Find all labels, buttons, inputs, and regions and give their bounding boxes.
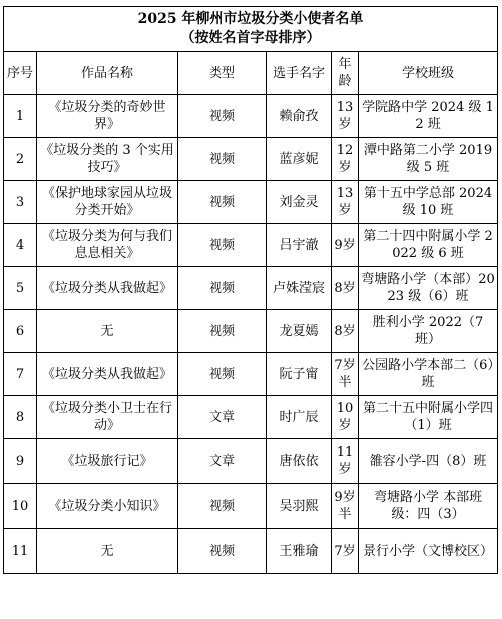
cell-school: 雒容小学-四（8）班: [359, 439, 498, 484]
cell-name: 赖俞孜: [267, 95, 332, 138]
cell-age: 7岁半: [332, 353, 359, 396]
cell-no: 3: [4, 181, 37, 224]
document-title: [4, 7, 498, 52]
cell-age: 8岁: [332, 267, 359, 310]
cell-type: 视频: [178, 310, 267, 353]
cell-no: 5: [4, 267, 37, 310]
title-line-1: 2025 年柳州市垃圾分类小使者名单: [137, 11, 364, 27]
cell-name: 王雅瑜: [267, 529, 332, 574]
cell-age: 12岁: [332, 138, 359, 181]
cell-school: 第二十四中附属小学 2022 级 6 班: [359, 224, 498, 267]
cell-school: 景行小学（文博校区）: [359, 529, 498, 574]
cell-school: 学院路中学 2024 级 12 班: [359, 95, 498, 138]
table-row: [4, 267, 498, 310]
table-row: [4, 353, 498, 396]
cell-name: 蓝彦妮: [267, 138, 332, 181]
cell-name: 吕宇澈: [267, 224, 332, 267]
cell-age: 10岁: [332, 396, 359, 439]
cell-name: 阮子甯: [267, 353, 332, 396]
table-row: [4, 310, 498, 353]
cell-no: 1: [4, 95, 37, 138]
cell-no: 2: [4, 138, 37, 181]
header-no: 序号: [4, 52, 37, 95]
cell-no: 8: [4, 396, 37, 439]
roster-table: [3, 6, 498, 574]
table-row: [4, 396, 498, 439]
header-school: 学校班级: [359, 52, 498, 95]
cell-type: 视频: [178, 484, 267, 529]
cell-age: 7岁: [332, 529, 359, 574]
title-line-2: （按姓名首字母排序）: [180, 30, 321, 46]
cell-no: 7: [4, 353, 37, 396]
cell-work: 《垃圾分类从我做起》: [37, 353, 178, 396]
cell-work: 无: [37, 310, 178, 353]
cell-type: 视频: [178, 529, 267, 574]
cell-work: 《垃圾分类从我做起》: [37, 267, 178, 310]
cell-work: 《垃圾分类小卫士在行动》: [37, 396, 178, 439]
cell-no: 9: [4, 439, 37, 484]
cell-school: 弯塘路小学 本部班级：四（3）: [359, 484, 498, 529]
cell-age: 8岁: [332, 310, 359, 353]
cell-no: 4: [4, 224, 37, 267]
header-age: 年龄: [332, 52, 359, 95]
table-row: [4, 484, 498, 529]
cell-type: 文章: [178, 396, 267, 439]
cell-work: 《垃圾分类小知识》: [37, 484, 178, 529]
cell-no: 11: [4, 529, 37, 574]
cell-name: 卢姝滢宸: [267, 267, 332, 310]
cell-work: 《垃圾分类的 3 个实用技巧》: [37, 138, 178, 181]
cell-type: 视频: [178, 267, 267, 310]
cell-type: 视频: [178, 181, 267, 224]
header-work: 作品名称: [37, 52, 178, 95]
cell-work: 无: [37, 529, 178, 574]
cell-age: 9岁半: [332, 484, 359, 529]
cell-name: 唐依依: [267, 439, 332, 484]
table-row: [4, 224, 498, 267]
table-row: [4, 439, 498, 484]
cell-work: 《保护地球家园从垃圾分类开始》: [37, 181, 178, 224]
cell-name: 刘金灵: [267, 181, 332, 224]
cell-type: 视频: [178, 138, 267, 181]
cell-work: 《垃圾旅行记》: [37, 439, 178, 484]
cell-no: 6: [4, 310, 37, 353]
cell-no: 10: [4, 484, 37, 529]
cell-school: 胜利小学 2022（7 班）: [359, 310, 498, 353]
table-row: [4, 138, 498, 181]
cell-work: 《垃圾分类为何与我们息息相关》: [37, 224, 178, 267]
table-row: [4, 529, 498, 574]
cell-age: 13岁: [332, 95, 359, 138]
cell-age: 13岁: [332, 181, 359, 224]
cell-school: 弯塘路小学（本部）2023 级（6）班: [359, 267, 498, 310]
cell-school: 第十五中学总部 2024 级 10 班: [359, 181, 498, 224]
cell-name: 吴羽熙: [267, 484, 332, 529]
cell-age: 11岁: [332, 439, 359, 484]
cell-work: 《垃圾分类的奇妙世界》: [37, 95, 178, 138]
table-row: [4, 95, 498, 138]
cell-name: 时广辰: [267, 396, 332, 439]
cell-school: 潭中路第二小学 2019 级 5 班: [359, 138, 498, 181]
cell-type: 视频: [178, 95, 267, 138]
table-header-row: [4, 52, 498, 95]
cell-type: 视频: [178, 353, 267, 396]
cell-type: 视频: [178, 224, 267, 267]
cell-school: 第二十五中附属小学四（1）班: [359, 396, 498, 439]
header-type: 类型: [178, 52, 267, 95]
table-row: [4, 181, 498, 224]
cell-type: 文章: [178, 439, 267, 484]
cell-age: 9岁: [332, 224, 359, 267]
cell-school: 公园路小学本部二（6）班: [359, 353, 498, 396]
cell-name: 龙夏嫣: [267, 310, 332, 353]
header-name: 选手名字: [267, 52, 332, 95]
